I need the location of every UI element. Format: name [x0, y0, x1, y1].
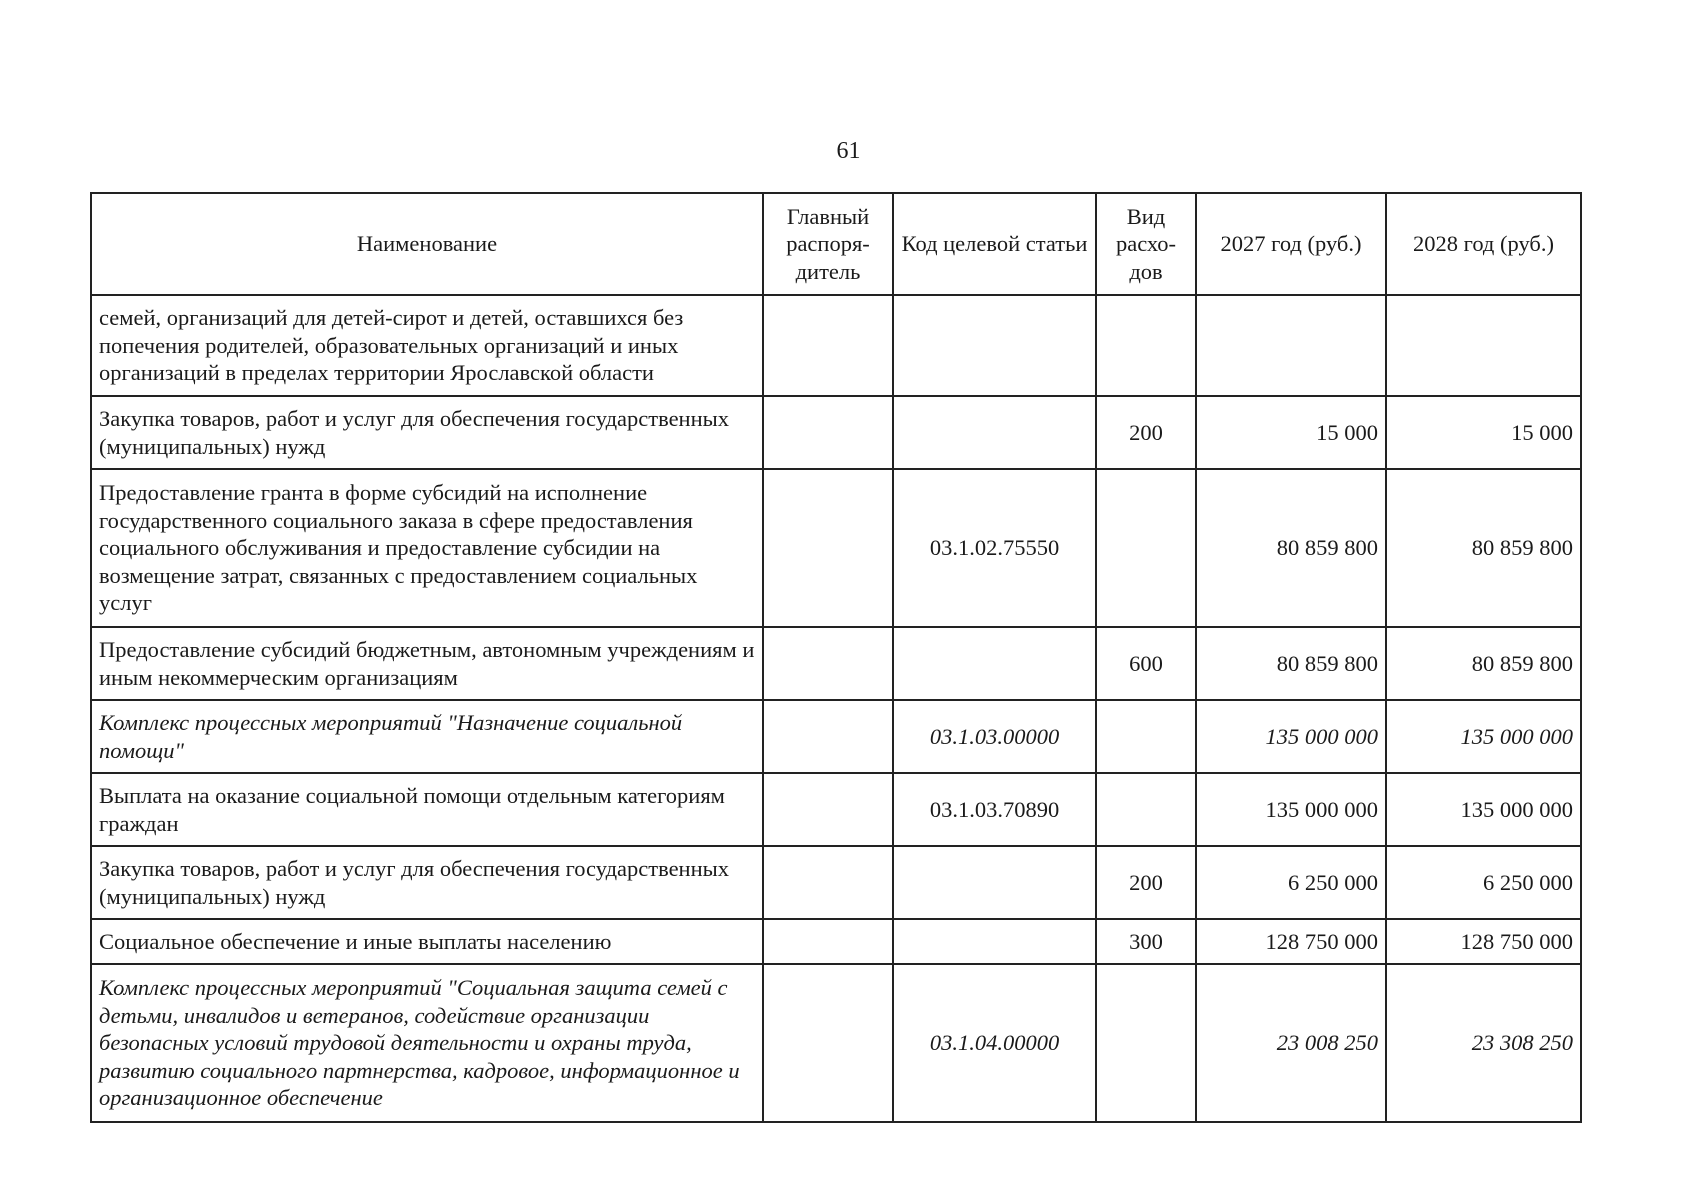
cell-manager [763, 295, 893, 396]
cell-manager [763, 627, 893, 700]
table-row [91, 773, 1581, 846]
table-row [91, 846, 1581, 919]
cell-code: 03.1.03.70890 [893, 773, 1096, 846]
cell-code [893, 627, 1096, 700]
cell-manager [763, 846, 893, 919]
cell-kind: 200 [1096, 846, 1196, 919]
cell-year-2027: 80 859 800 [1196, 469, 1386, 627]
cell-name: Закупка товаров, работ и услуг для обеспечения государственных (муниципальных) нужд [91, 846, 763, 919]
cell-year-2028: 128 750 000 [1386, 919, 1581, 964]
cell-name: Комплекс процессных мероприятий "Социальная защита семей с детьми, инвалидов и ветеранов, содействие организации безопасных условий трудовой деятельности и охраны труда, развитию социального партнерства, кадровое, информационное и организационное обеспечение [91, 964, 763, 1122]
header-kind: Вид расхо-дов [1096, 193, 1196, 295]
cell-code [893, 846, 1096, 919]
table-header-row [91, 193, 1581, 295]
table-row [91, 964, 1581, 1122]
cell-year-2028: 80 859 800 [1386, 469, 1581, 627]
cell-year-2027: 135 000 000 [1196, 700, 1386, 773]
cell-name: Предоставление субсидий бюджетным, автономным учреждениям и иным некоммерческим организациям [91, 627, 763, 700]
cell-kind: 200 [1096, 396, 1196, 469]
cell-code [893, 396, 1096, 469]
cell-code [893, 295, 1096, 396]
cell-name: Закупка товаров, работ и услуг для обеспечения государственных (муниципальных) нужд [91, 396, 763, 469]
cell-kind: 600 [1096, 627, 1196, 700]
cell-kind [1096, 295, 1196, 396]
cell-manager [763, 469, 893, 627]
cell-code: 03.1.04.00000 [893, 964, 1096, 1122]
cell-year-2028: 80 859 800 [1386, 627, 1581, 700]
cell-year-2028: 23 308 250 [1386, 964, 1581, 1122]
table-row [91, 700, 1581, 773]
cell-manager [763, 773, 893, 846]
cell-year-2028: 135 000 000 [1386, 700, 1581, 773]
cell-year-2027: 135 000 000 [1196, 773, 1386, 846]
header-year-2027: 2027 год (руб.) [1196, 193, 1386, 295]
cell-name: Предоставление гранта в форме субсидий на исполнение государственного социального заказа в сфере предоставления социального обслуживания и предоставление субсидии на возмещение затрат, связанных с предоставлением социальных услуг [91, 469, 763, 627]
cell-name: Социальное обеспечение и иные выплаты населению [91, 919, 763, 964]
cell-code: 03.1.03.00000 [893, 700, 1096, 773]
header-year-2028: 2028 год (руб.) [1386, 193, 1581, 295]
cell-name: семей, организаций для детей-сирот и детей, оставшихся без попечения родителей, образовательных организаций и иных организаций в пределах территории Ярославской области [91, 295, 763, 396]
cell-kind [1096, 469, 1196, 627]
cell-kind [1096, 773, 1196, 846]
cell-manager [763, 700, 893, 773]
header-name: Наименование [91, 193, 763, 295]
cell-manager [763, 964, 893, 1122]
cell-year-2027: 80 859 800 [1196, 627, 1386, 700]
cell-manager [763, 396, 893, 469]
header-manager: Главный распоря-дитель [763, 193, 893, 295]
cell-year-2027: 6 250 000 [1196, 846, 1386, 919]
cell-year-2028 [1386, 295, 1581, 396]
cell-kind: 300 [1096, 919, 1196, 964]
cell-year-2027 [1196, 295, 1386, 396]
cell-code [893, 919, 1096, 964]
cell-name: Комплекс процессных мероприятий "Назначение социальной помощи" [91, 700, 763, 773]
cell-kind [1096, 700, 1196, 773]
table-row [91, 627, 1581, 700]
page-number: 61 [836, 138, 861, 164]
cell-year-2027: 15 000 [1196, 396, 1386, 469]
cell-name: Выплата на оказание социальной помощи отдельным категориям граждан [91, 773, 763, 846]
cell-year-2028: 6 250 000 [1386, 846, 1581, 919]
table-row [91, 919, 1581, 964]
table-row [91, 469, 1581, 627]
table-row [91, 396, 1581, 469]
cell-year-2028: 15 000 [1386, 396, 1581, 469]
table-row [91, 295, 1581, 396]
cell-code: 03.1.02.75550 [893, 469, 1096, 627]
cell-year-2027: 23 008 250 [1196, 964, 1386, 1122]
cell-year-2028: 135 000 000 [1386, 773, 1581, 846]
header-code: Код целевой статьи [893, 193, 1096, 295]
budget-table [90, 192, 1582, 1123]
cell-kind [1096, 964, 1196, 1122]
cell-manager [763, 919, 893, 964]
cell-year-2027: 128 750 000 [1196, 919, 1386, 964]
